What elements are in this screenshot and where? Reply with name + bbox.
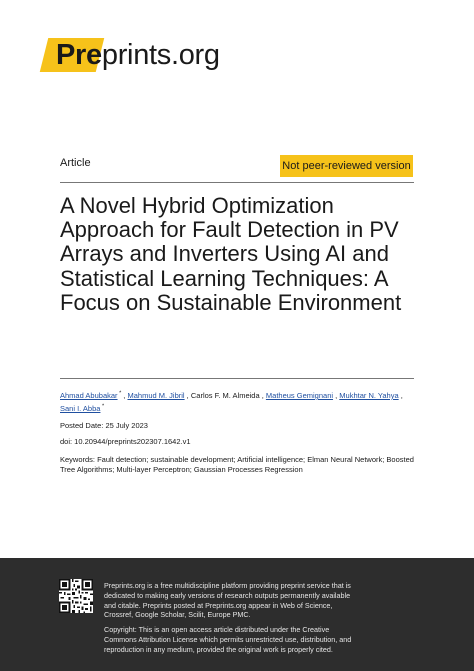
logo-prefix: Pre <box>56 39 102 71</box>
author-separator: , <box>333 391 340 400</box>
author-separator: , <box>398 391 403 400</box>
author-name: Carlos F. M. Almeida <box>190 391 260 400</box>
copyright-notice: Copyright: This is an open access article distributed under the Creative Commons Attribution License which permits unrestricted use, distribution, and reproduction in any medium, provided the original work is properly cited. <box>104 625 352 654</box>
logo-wordmark <box>56 39 220 72</box>
article-type-label: Article <box>60 157 91 169</box>
author-name[interactable]: Sani I. Abba <box>60 403 101 413</box>
qr-code-icon[interactable] <box>59 579 93 613</box>
posted-date: Posted Date: 25 July 2023 <box>60 421 148 430</box>
author-name[interactable]: Mahmud M. Jibril <box>127 391 185 400</box>
peer-review-status-badge: Not peer-reviewed version <box>280 155 413 177</box>
author-list <box>60 390 416 415</box>
corresponding-author-mark: * <box>100 403 105 409</box>
author-name[interactable]: Matheus Gemignani <box>265 391 334 400</box>
corresponding-author-mark: * <box>117 390 122 397</box>
logo-suffix: prints.org <box>101 39 220 71</box>
author-separator: , <box>184 391 191 400</box>
author-name[interactable]: Mukhtar N. Yahya <box>339 391 399 400</box>
author-name[interactable]: Ahmad Abubakar <box>60 391 118 400</box>
qr-code-graphic <box>59 579 93 613</box>
doi-text[interactable]: doi: 10.20944/preprints202307.1642.v1 <box>60 437 191 446</box>
authors-divider <box>60 378 414 379</box>
author-separator: , <box>259 391 266 400</box>
author-separator: , <box>121 391 128 400</box>
footer-panel <box>0 558 474 671</box>
platform-description: Preprints.org is a free multidiscipline platform providing preprint service that is dedicated to making early versions of research outputs permanently available and citable. Preprints posted at Preprints.org appear in Web of Science, Crossref, Google Scholar, Scilit, Europe PMC. <box>104 581 351 620</box>
top-divider <box>60 182 414 183</box>
article-title: A Novel Hybrid Optimization Approach for Fault Detection in PV Arrays and Inverters Using AI and Statistical Learning Techniques: A Focus on Sustainable Environment <box>60 193 402 315</box>
keywords-text: Keywords: Fault detection; sustainable development; Artificial intelligence; Elman Neural Network; Boosted Tree Algorithms; Multi-layer Perceptron; Gaussian Processes Regression <box>60 455 414 474</box>
